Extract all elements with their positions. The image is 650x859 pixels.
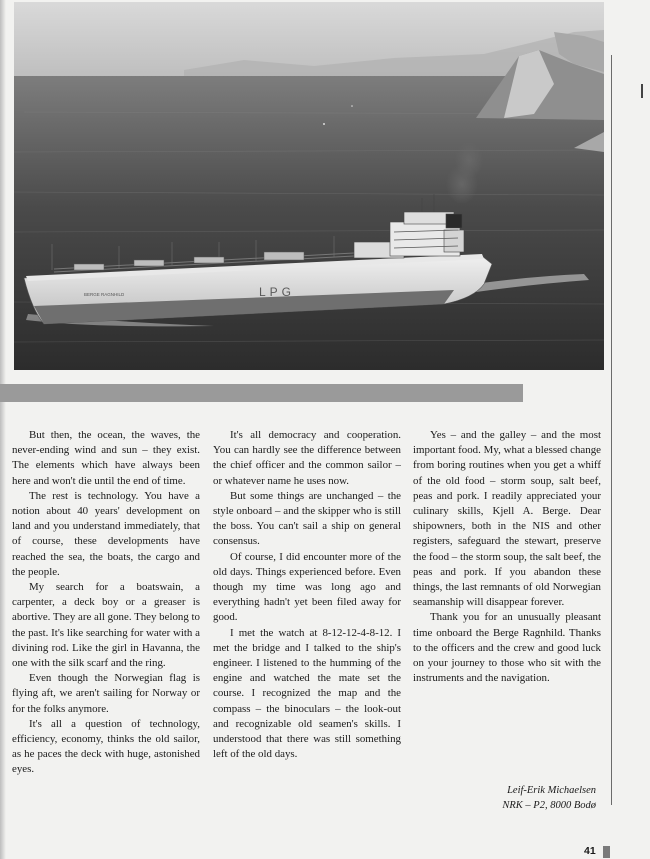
article-column-3 xyxy=(413,428,601,686)
paragraph: Thank you for an unusually pleasant time onboard the Berge Ragnhild. Thanks to the officers and the crew and good luck on your journey to those who sit with the instruments and the navigation. xyxy=(413,611,601,685)
hull-marking-lpg: LPG xyxy=(259,285,296,299)
paragraph: Of course, I did encounter more of the old days. Things experienced before. Even though my time was long ago and everything hadn't yet been filed away for good. xyxy=(213,550,401,624)
paragraph: It's all democracy and cooperation. You can hardly see the difference between the chief officer and the common sailor – or whatever name he uses now. xyxy=(213,429,401,487)
paragraph: My search for a boatswain, a carpenter, a deck boy or a greaser is abortive. They are all gone. They belong to the past. It's like searching for water with a divining rod. Like the girl in Havanna, the one with the silk scarf and the ring. xyxy=(12,581,201,670)
paragraph: But then, the ocean, the waves, the never-ending wind and sun – they exist. The elements which have always been here and won't die until the end of time. xyxy=(12,429,200,487)
author-signature xyxy=(470,783,596,813)
paragraph: Even though the Norwegian flag is flying aft, we aren't sailing for Norway or for the folks anymore. xyxy=(12,672,200,715)
paragraph: Yes – and the galley – and the most important food. My, what a blessed change from boring routines when you get a whiff of the old food – storm soup, salt beef, peas and pork. I readily appreciated your culinary skills, Kjell A. Berge. Dear shipowners, both in the NIS and other registers, safeguard the stewart, preserve the food – the storm soup, the salt beef, the peas and pork. If you abandon these things, the last remnants of old Norwegian seamanship will disappear forever. xyxy=(413,429,601,609)
gray-band xyxy=(0,384,523,402)
edge-mark xyxy=(641,84,643,98)
paragraph: The rest is technology. You have a notion about 40 years' development on land and you understand immediately, that of course, these developments have reached the sea, the boats, the cargo and the people. xyxy=(12,489,200,578)
page-binding-shadow xyxy=(0,0,6,859)
article-column-2 xyxy=(213,428,401,762)
author-affiliation: NRK – P2, 8000 Bodø xyxy=(502,800,596,811)
paragraph: I met the watch at 8-12-12-4-8-12. I met the bridge and I talked to the ship's engineer. I listened to the humming of the engine and watched the mate set the course. I recognized the map and the compass – the binoculars – the look-out and recognizable old seamen's skills. I understood that there was still something left of the old days. xyxy=(213,626,401,761)
paragraph: It's all a question of technology, efficiency, economy, thinks the old sailor, as he paces the deck with huge, astonished eyes. xyxy=(12,717,200,776)
page-tab-marker xyxy=(603,846,610,858)
page-number: 41 xyxy=(584,845,596,857)
author-name: Leif-Erik Michaelsen xyxy=(507,785,596,796)
hull-ship-name: BERGE RAGNHILD xyxy=(84,292,125,297)
right-margin-rule xyxy=(611,55,612,805)
paragraph: But some things are unchanged – the style onboard – and the skipper who is still the boss. You can't sail a ship on general consensus. xyxy=(213,489,401,548)
article-column-1 xyxy=(12,428,200,778)
ship-photo xyxy=(14,2,604,370)
